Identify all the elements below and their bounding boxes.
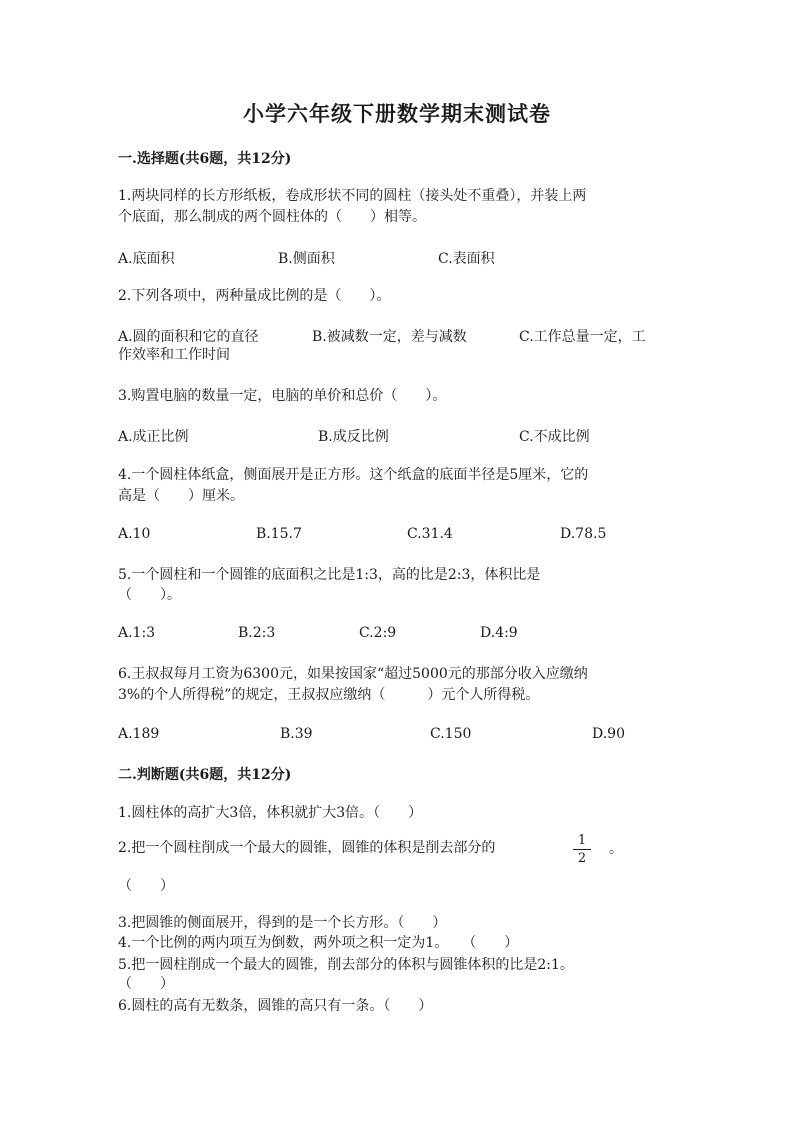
question-3-option-c: C.不成比例 — [519, 429, 590, 445]
question-4-option-a: A.10 — [118, 526, 151, 542]
judge-6: 6.圆柱的高有无数条，圆锥的高只有一条。（ ） — [118, 998, 433, 1014]
question-2-line-1: 2.下列各项中，两种量成比例的是（ ）。 — [118, 288, 391, 304]
question-3-option-b: B.成反比例 — [318, 429, 389, 445]
fraction-denominator: 2 — [577, 851, 587, 866]
judge-3: 3.把圆锥的侧面展开，得到的是一个长方形。（ ） — [118, 915, 447, 931]
question-1-option-b: B.侧面积 — [278, 251, 335, 267]
page-title: 小学六年级下册数学期末测试卷 — [243, 101, 551, 126]
judge-2-paren: （ ） — [118, 878, 174, 894]
fraction-numerator: 1 — [577, 833, 587, 848]
question-5-option-a: A.1:3 — [118, 625, 156, 641]
judge-4: 4.一个比例的两内项互为倒数，两外项之积一定为1。 （ ） — [118, 935, 519, 951]
question-4-line-2: 高是（ ）厘米。 — [118, 488, 244, 504]
question-3-line-1: 3.购置电脑的数量一定，电脑的单价和总价（ ）。 — [118, 388, 447, 404]
judge-2-text: 2.把一个圆柱削成一个最大的圆锥，圆锥的体积是削去部分的 — [118, 840, 496, 856]
judge-5-line-1: 5.把一圆柱削成一个最大的圆锥，削去部分的体积与圆锥体积的比是2:1。 — [118, 957, 574, 973]
question-6-line-2: 3%的个人所得税”的规定，王叔叔应缴纳（ ）元个人所得税。 — [118, 687, 540, 703]
section-heading-choice: 一.选择题(共6题，共12分) — [118, 151, 292, 167]
question-5-option-d: D.4:9 — [480, 625, 518, 641]
question-2-option-a: A.圆的面积和它的直径 — [118, 329, 259, 345]
question-1-line-1: 1.两块同样的长方形纸板，卷成形状不同的圆柱（接头处不重叠），并装上两 — [118, 188, 587, 204]
question-6-option-b: B.39 — [280, 726, 313, 742]
question-1-line-2: 个底面，那么制成的两个圆柱体的（ ）相等。 — [118, 209, 426, 225]
question-6-option-d: D.90 — [592, 726, 625, 742]
question-4-option-d: D.78.5 — [560, 526, 607, 542]
question-6-line-1: 6.王叔叔每月工资为6300元，如果按国家“超过5000元的那部分收入应缴纳 — [118, 666, 588, 682]
question-6-option-c: C.150 — [430, 726, 472, 742]
question-2-option-b: B.被减数一定，差与减数 — [312, 329, 467, 345]
question-5-line-2: （ ）。 — [118, 587, 181, 603]
section-heading-judge: 二.判断题(共6题，共12分) — [118, 767, 292, 783]
question-4-option-b: B.15.7 — [256, 526, 302, 542]
judge-5-line-2: （ ） — [118, 976, 174, 992]
question-5-option-b: B.2:3 — [238, 625, 276, 641]
judge-2-tail: 。 — [609, 841, 623, 857]
question-6-option-a: A.189 — [118, 726, 160, 742]
question-3-option-a: A.成正比例 — [118, 429, 189, 445]
question-4-line-1: 4.一个圆柱体纸盒，侧面展开是正方形。这个纸盒的底面半径是5厘米，它的 — [118, 467, 589, 483]
fraction-bar — [573, 849, 591, 850]
question-2-option-c: C.工作总量一定，工 — [519, 329, 646, 345]
judge-1: 1.圆柱体的高扩大3倍，体积就扩大3倍。（ ） — [118, 805, 423, 821]
question-1-option-c: C.表面积 — [438, 251, 495, 267]
question-5-line-1: 5.一个圆柱和一个圆锥的底面积之比是1:3，高的比是2:3，体积比是 — [118, 567, 541, 583]
question-1-option-a: A.底面积 — [118, 251, 175, 267]
question-2-option-c-continued: 作效率和工作时间 — [118, 347, 230, 363]
question-4-option-c: C.31.4 — [407, 526, 453, 542]
judge-2-fraction — [573, 833, 591, 866]
question-5-option-c: C.2:9 — [359, 625, 397, 641]
